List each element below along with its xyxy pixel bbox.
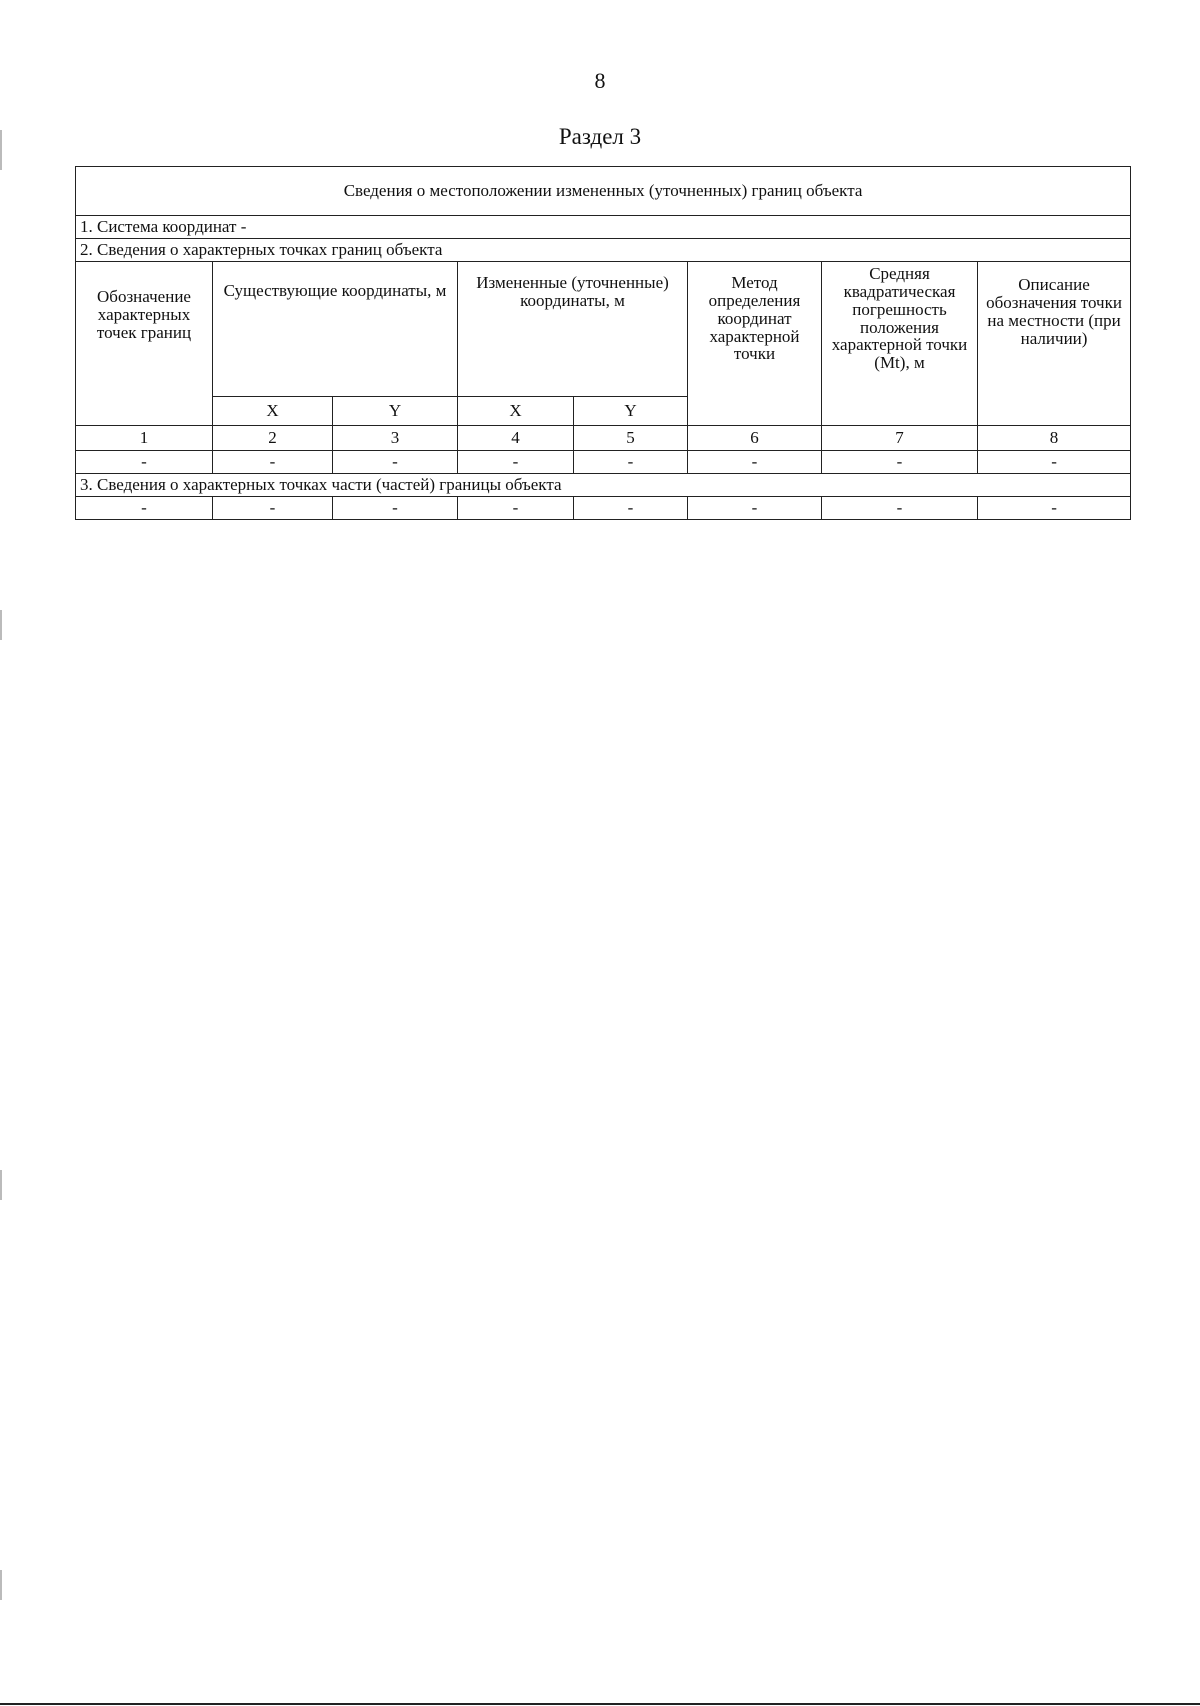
scan-edge-mark (0, 1570, 2, 1600)
header-x-existing: X (213, 397, 333, 426)
column-number: 4 (458, 426, 574, 451)
header-method: Метод определения координат характерной точки (688, 262, 822, 426)
table-cell: - (458, 451, 574, 474)
column-number: 6 (688, 426, 822, 451)
header-designation: Обозначение характерных точек границ (76, 262, 213, 426)
header-existing-coords: Существующие координаты, м (213, 262, 458, 397)
table-title: Сведения о местоположении измененных (уточненных) границ объекта (76, 167, 1131, 216)
table-cell: - (574, 451, 688, 474)
parts-data-row (76, 497, 1131, 520)
column-number: 2 (213, 426, 333, 451)
table-cell: - (76, 451, 213, 474)
boundary-table (75, 166, 1131, 520)
header-x-changed: X (458, 397, 574, 426)
points-heading-row: 2. Сведения о характерных точках границ объекта (76, 239, 1131, 262)
table-cell: - (978, 451, 1131, 474)
parts-heading-row: 3. Сведения о характерных точках части (частей) границы объекта (76, 474, 1131, 497)
column-number: 1 (76, 426, 213, 451)
points-data-row (76, 451, 1131, 474)
column-number-row (76, 426, 1131, 451)
coord-system-row: 1. Система координат - (76, 216, 1131, 239)
scan-edge-mark (0, 1170, 2, 1200)
table-cell: - (822, 451, 978, 474)
column-number: 5 (574, 426, 688, 451)
page-number: 8 (594, 68, 606, 93)
scan-edge-mark (0, 610, 2, 640)
table-cell: - (458, 497, 574, 520)
table-cell: - (822, 497, 978, 520)
table-cell: - (213, 497, 333, 520)
table-cell: - (688, 451, 822, 474)
bottom-scan-border (0, 1703, 1200, 1705)
table-cell: - (978, 497, 1131, 520)
table-cell: - (76, 497, 213, 520)
table-cell: - (688, 497, 822, 520)
header-description: Описание обозначения точки на местности (при наличии) (978, 262, 1131, 426)
header-y-existing: Y (333, 397, 458, 426)
column-number: 3 (333, 426, 458, 451)
column-number: 7 (822, 426, 978, 451)
header-error: Средняя квадратическая погрешность положения характерной точки (Mt), м (822, 262, 978, 426)
table-cell: - (213, 451, 333, 474)
header-y-changed: Y (574, 397, 688, 426)
table-cell: - (574, 497, 688, 520)
column-number: 8 (978, 426, 1131, 451)
header-changed-coords: Измененные (уточненные) координаты, м (458, 262, 688, 397)
table-cell: - (333, 451, 458, 474)
table-cell: - (333, 497, 458, 520)
scan-edge-mark (0, 130, 2, 170)
section-title: Раздел 3 (558, 124, 642, 149)
